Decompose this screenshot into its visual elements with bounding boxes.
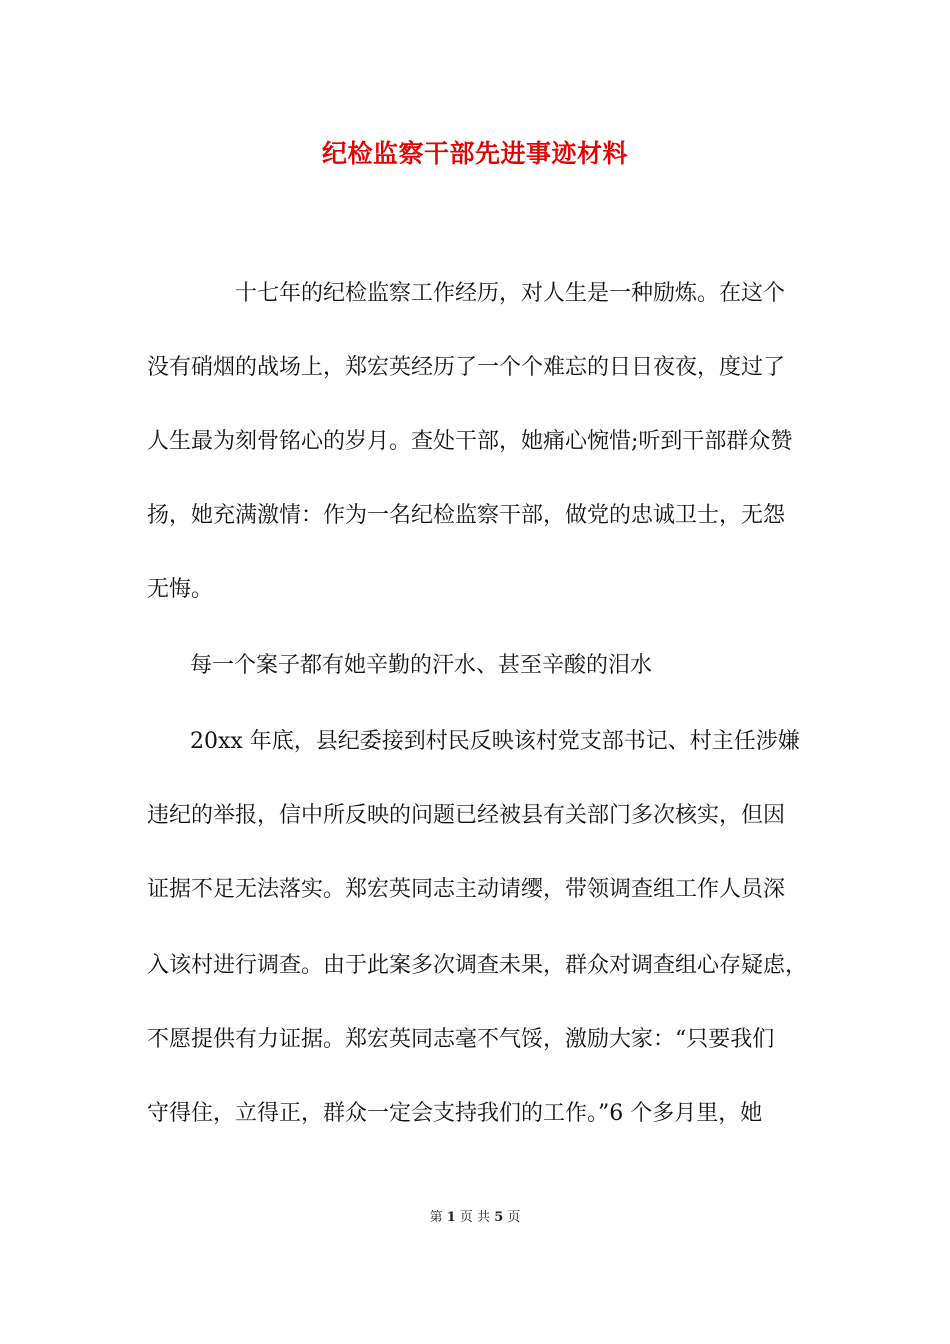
- document-title: 纪检监察干部先进事迹材料: [321, 139, 628, 168]
- body-line-9: 证据不足无法落实。郑宏英同志主动请缨，带领调查组工作人员深: [147, 877, 786, 902]
- body-line-3: 人生最为刻骨铭心的岁月。查处干部，她痛心惋惜;听到干部群众赞: [147, 429, 793, 454]
- footer-total-pages: 5: [494, 1210, 504, 1225]
- body-line-12: 守得住，立得正，群众一定会支持我们的工作。”6 个多月里，她: [147, 1101, 763, 1126]
- footer-prefix: 第: [429, 1210, 443, 1225]
- footer-current-page: 1: [446, 1210, 456, 1225]
- footer-suffix: 页: [507, 1210, 521, 1225]
- body-line-4: 扬，她充满激情：作为一名纪检监察干部，做党的忠诚卫士，无怨: [147, 503, 786, 528]
- body-line-1: 十七年的纪检监察工作经历，对人生是一种励炼。在这个: [235, 281, 786, 306]
- body-line-2: 没有硝烟的战场上，郑宏英经历了一个个难忘的日日夜夜，度过了: [147, 355, 786, 380]
- body-line-8: 违纪的举报，信中所反映的问题已经被县有关部门多次核实，但因: [147, 803, 786, 828]
- body-line-11: 不愿提供有力证据。郑宏英同志毫不气馁，激励大家：“只要我们: [147, 1027, 775, 1052]
- body-line-5: 无悔。: [147, 577, 214, 602]
- page-footer: [0, 1208, 950, 1228]
- footer-middle: 页 共: [459, 1210, 491, 1225]
- body-line-7: 20xx 年底，县纪委接到村民反映该村党支部书记、村主任涉嫌: [190, 729, 800, 754]
- body-line-10: 入该村进行调查。由于此案多次调查未果，群众对调查组心存疑虑，: [147, 953, 808, 978]
- section-heading: 每一个案子都有她辛勤的汗水、甚至辛酸的泪水: [190, 653, 653, 678]
